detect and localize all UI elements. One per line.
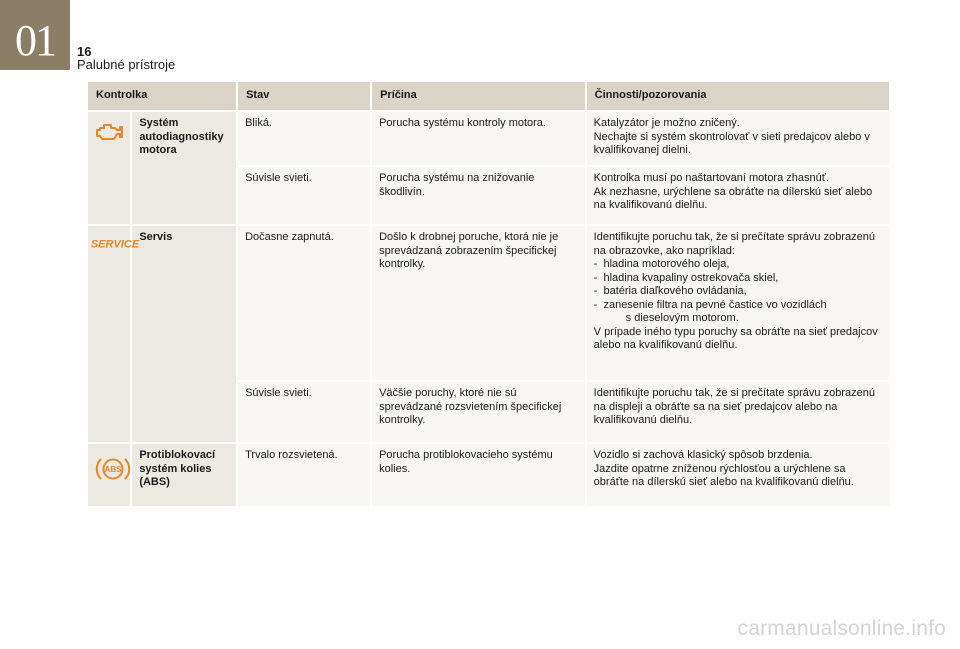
cause-cell: Porucha systému kontroly motora. [372,112,585,165]
column-header: Príčina [372,82,585,110]
indicator-icon-cell [88,226,140,442]
abs-icon-text: ABS [104,465,122,475]
action-text: V prípade iného typu poruchy sa obráťte na sieť predajcov alebo na kvalifikovanú dielňu. [593,325,878,351]
page-number: 16 [77,44,92,59]
action-text: Nechajte si systém skontrolovať v sieti predajcov alebo v kvalifikovanej dielni. [593,130,870,156]
cause-cell: Došlo k drobnej poruche, ktorá nie je sprevádzaná zobrazením špecifickej kontrolky. [372,226,585,380]
action-text: Vozidlo si zachová klasický spôsob brzdenia. [593,449,813,461]
abs-icon [95,465,131,487]
list-item-continuation: s dieselovým motorom. [625,312,739,324]
action-cell [587,444,889,506]
list-item: - hladina kvapaliny ostrekovača skiel, [593,271,779,284]
cause-cell: Porucha systému na znižovanie škodlivín. [372,167,585,224]
table-row [88,444,889,506]
action-cell [587,382,889,442]
table-row [88,226,889,380]
action-cell [587,112,889,165]
cause-cell: Väčšie poruchy, ktoré nie sú sprevádzané rozsvietením špecifickej kontrolky. [372,382,585,442]
action-text: Ak nezhasne, urýchlene sa obráťte na dílerskú sieť alebo na kvalifikovanú dielňu. [593,185,873,211]
column-header: Kontrolka [88,82,236,110]
section-title: Palubné prístroje [77,57,176,72]
action-text: Identifikujte poruchu tak, že si prečítate správu zobrazenú na displeji a obráťte sa na sieť predajcov alebo na kvalifikovanú dielňu. [593,387,875,426]
warning-lights-table [86,80,891,508]
action-text: Katalyzátor je možno zničený. [593,117,740,129]
action-cell [587,226,889,380]
chapter-tab: 01 [0,0,70,70]
status-cell: Trvalo rozsvietená. [238,444,370,506]
action-text: Identifikujte poruchu tak, že si prečítate správu zobrazenú na obrazovke, ako napríklad: [593,231,875,257]
indicator-icon-cell [88,444,130,506]
service-icon-text: SERVICE [90,238,140,251]
list-item: - hladina motorového oleja, [593,258,730,270]
action-text: Jazdite opatrne zníženou rýchlosťou a urýchlene sa obráťte na dílerskú sieť alebo na kvalifikovanú dielňu. [593,462,854,488]
indicator-name: Servis [132,226,236,442]
list-item: - batéria diaľkového ovládania, [593,285,747,297]
column-header: Činnosti/pozorovania [587,82,889,110]
status-cell: Bliká. [238,112,370,165]
indicator-name: Systém autodiagnostiky motora [132,112,236,224]
indicator-name: Protiblokovací systém kolies (ABS) [132,444,236,506]
status-cell: Súvisle svieti. [238,382,370,442]
status-cell: Súvisle svieti. [238,167,370,224]
status-cell: Dočasne zapnutá. [238,226,370,380]
action-text: Kontrolka musí po naštartovaní motora zhasnúť. [593,172,829,184]
engine-check-icon [95,133,123,145]
cause-cell: Porucha protiblokovacieho systému kolies. [372,444,585,506]
list-item: - zanesenie filtra na pevné častice vo vozidlách [593,298,827,311]
service-icon [90,238,140,253]
column-header: Stav [238,82,370,110]
watermark: carmanualsonline.info [737,617,946,640]
action-cell [587,167,889,224]
table-header-row [88,82,889,110]
indicator-icon-cell [88,112,130,224]
table-row [88,112,889,165]
